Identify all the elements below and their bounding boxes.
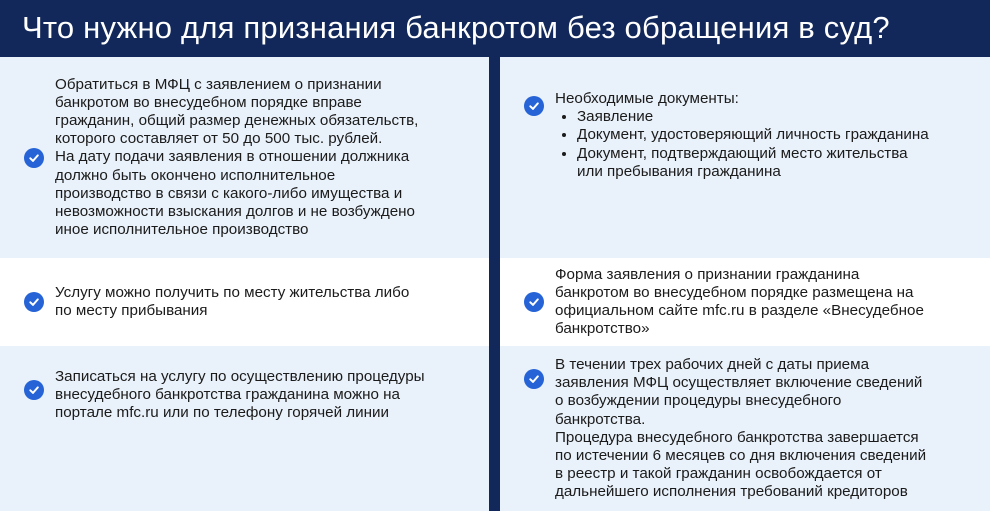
document-item <box>577 145 929 181</box>
document-item-text: Документ, удостоверяющий личность гражданина <box>577 126 929 144</box>
check-circle-icon <box>524 292 544 312</box>
documents-title: Необходимые документы: <box>555 90 739 107</box>
location-text: Услугу можно получить по месту жительства либо по месту прибывания <box>55 283 410 319</box>
info-card-eligibility <box>0 57 489 258</box>
check-circle-icon <box>24 292 44 312</box>
info-card-appointment <box>0 346 489 511</box>
info-card-procedure <box>500 346 990 511</box>
document-item <box>577 126 929 144</box>
info-card-documents <box>500 57 990 258</box>
check-circle-icon <box>24 148 44 168</box>
document-item-text: Документ, подтверждающий место жительства или пребывания гражданина <box>577 144 908 180</box>
page-title: Что нужно для признания банкротом без обращения в суд? <box>0 0 990 56</box>
document-item-text: Заявление <box>577 108 654 126</box>
info-card-location <box>0 258 489 346</box>
info-card-application-form <box>500 258 990 346</box>
application-form-text: Форма заявления о признании гражданина банкротом во внесудебном порядке размещена на официальном сайте mfc.ru в разделе «Внесудебное банкротство» <box>555 265 924 338</box>
check-circle-icon <box>24 380 44 400</box>
documents-block <box>555 90 929 181</box>
eligibility-text: Обратиться в МФЦ с заявлением о признании банкротом во внесудебном порядке вправе гражданин, общий размер денежных обязательств, которого составляет от 50 до 500 тыс. рублей. На дату подачи заявления в отношении должника должно быть окончено исполнительное производство в связи с какого-либо имущества и невозможности взыскания долгов и не возбуждено иное исполнительное производство <box>55 75 419 239</box>
appointment-text: Записаться на услугу по осуществлению процедуры внесудебного банкротства гражданина можно на портале mfc.ru или по телефону горячей линии <box>55 368 425 422</box>
document-item <box>577 108 929 126</box>
check-circle-icon <box>524 369 544 389</box>
documents-list <box>555 108 929 181</box>
procedure-text: В течении трех рабочих дней с даты приема заявления МФЦ осуществляет включение сведений о возбуждении процедуры внесудебного банкротства. Процедура внесудебного банкротства завершается по истечении 6 месяцев со дня включения сведений в реестр и такой гражданин освобождается от дальнейшего исполнения требований кредиторов <box>555 356 927 501</box>
check-circle-icon <box>524 96 544 116</box>
